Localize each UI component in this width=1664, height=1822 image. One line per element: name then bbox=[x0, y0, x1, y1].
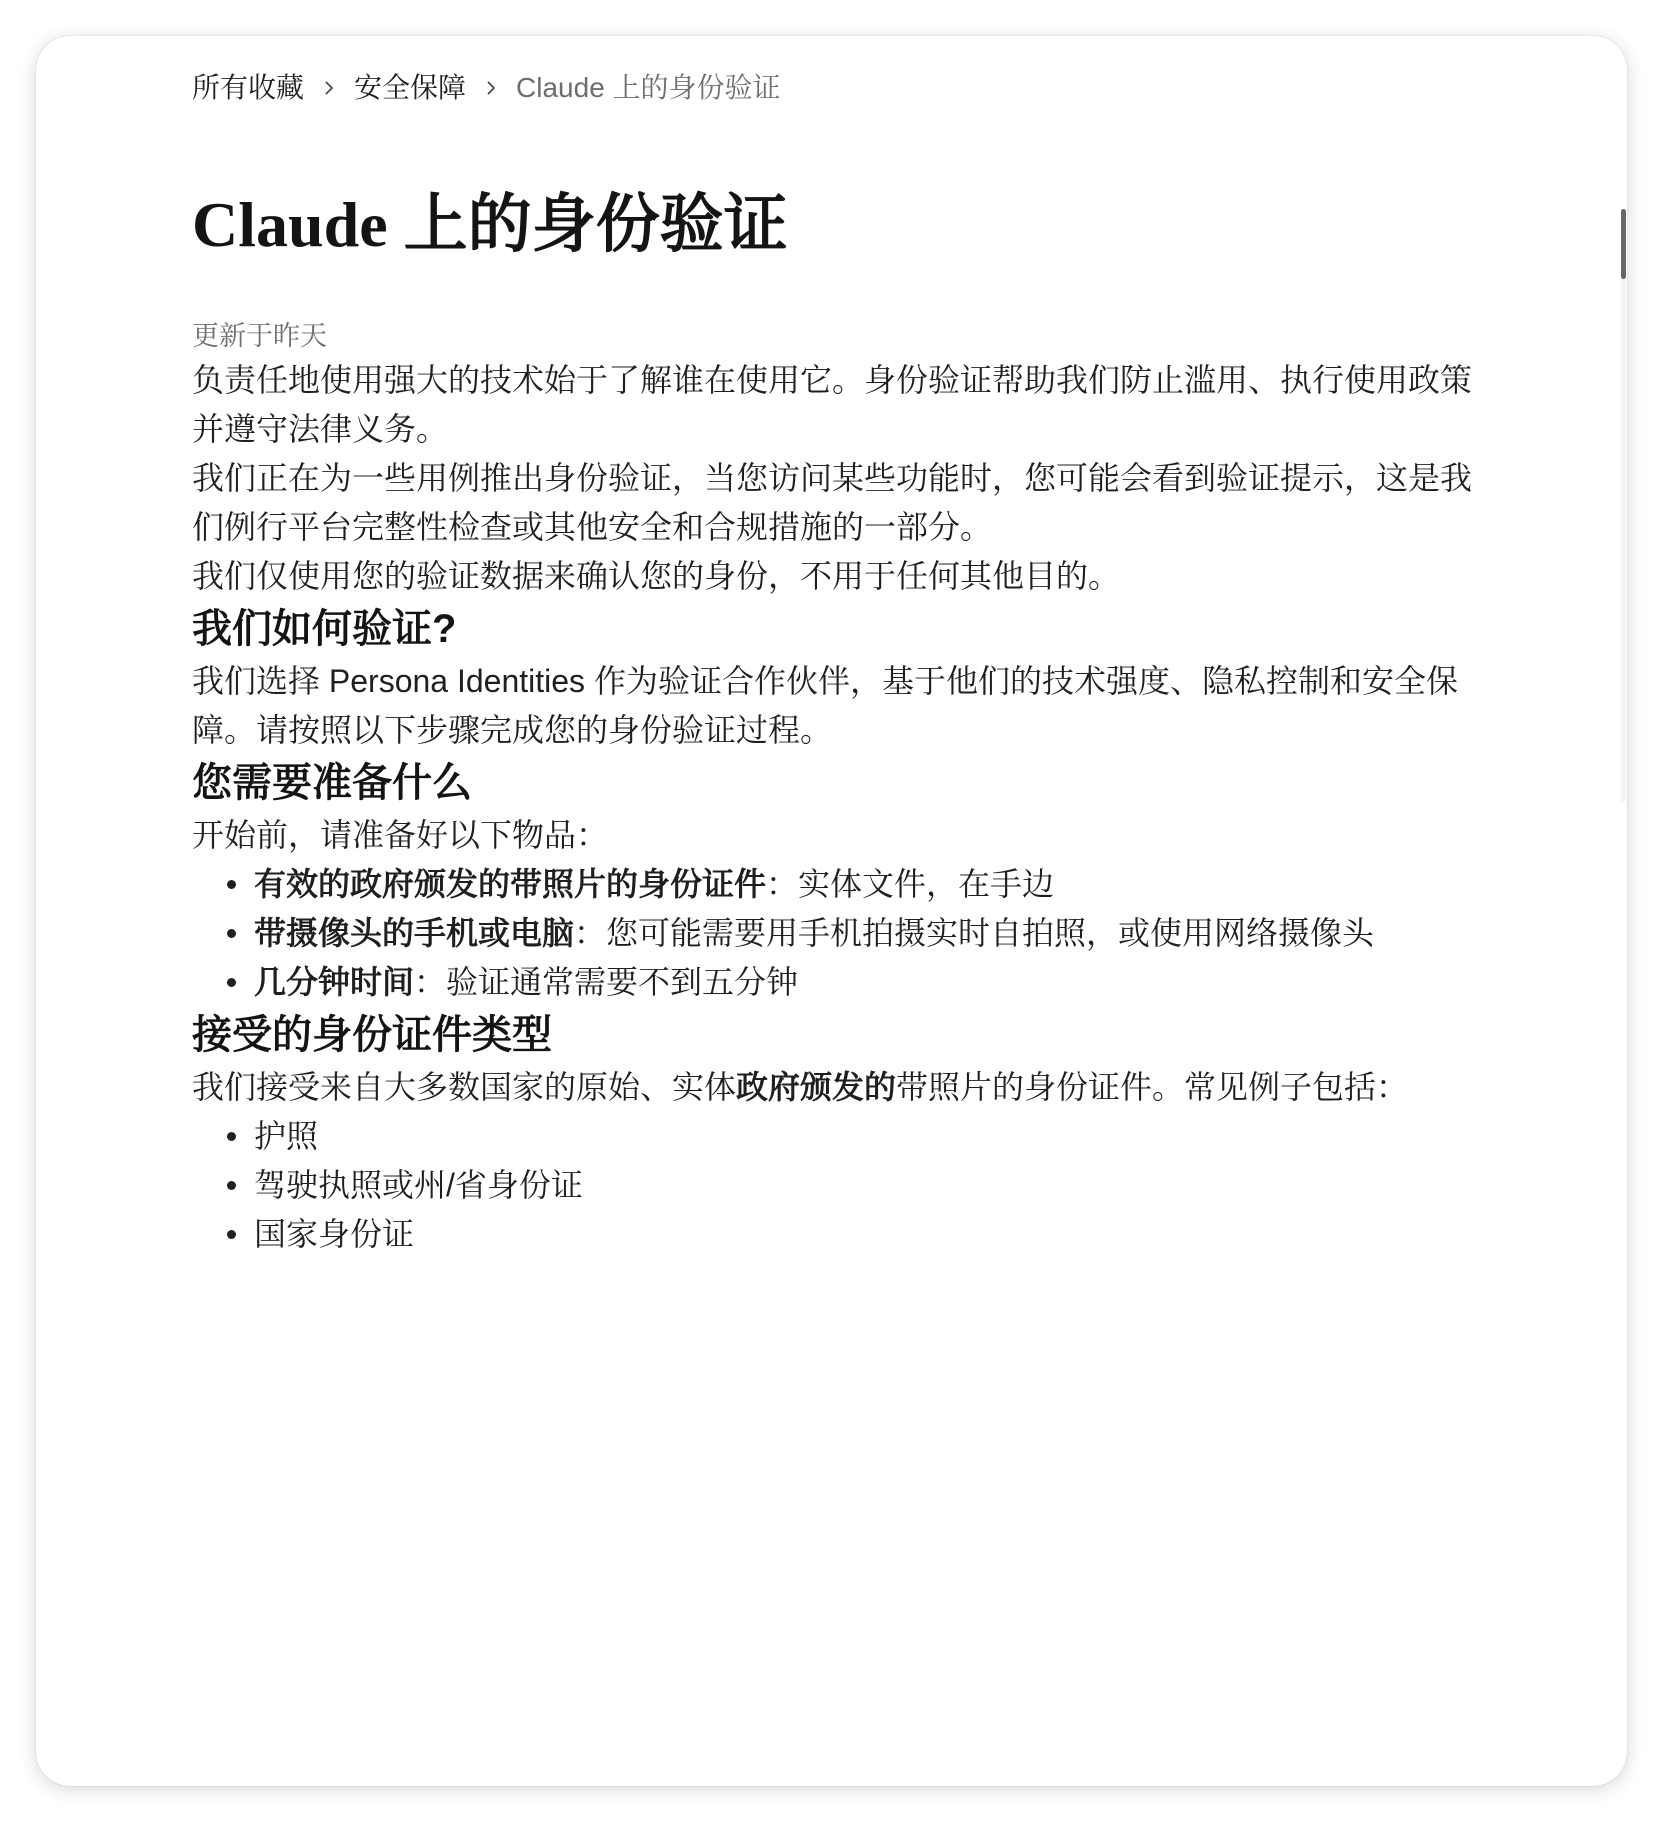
heading-accepted-ids: 接受的身份证件类型 bbox=[192, 1013, 552, 1057]
list-item bbox=[254, 1210, 1482, 1259]
intro-paragraph-2: 我们正在为一些用例推出身份验证，当您访问某些功能时，您可能会看到验证提示，这是我们例行平台完整性检查或其他安全和合规措施的一部分。 bbox=[192, 460, 1473, 545]
bullet-dot bbox=[227, 1181, 236, 1190]
accepted-ids-text-after: 带照片的身份证件。常见例子包括： bbox=[896, 1069, 1409, 1105]
bullet-dot bbox=[227, 880, 236, 889]
list-item bbox=[254, 958, 1482, 1007]
list-item-emphasis: 带摄像头的手机或电脑 bbox=[254, 915, 575, 951]
list-item-text: 驾驶执照或州/省身份证 bbox=[254, 1167, 583, 1203]
list-item bbox=[254, 1112, 1482, 1161]
chevron-right-icon bbox=[304, 68, 354, 108]
list-item bbox=[254, 909, 1482, 958]
bullet-dot bbox=[227, 978, 236, 987]
how-we-verify-paragraph: 我们选择 Persona Identities 作为验证合作伙伴，基于他们的技术强度、隐私控制和安全保障。请按照以下步骤完成您的身份验证过程。 bbox=[192, 663, 1458, 748]
list-item-text: ：您可能需要用手机拍摄实时自拍照，或使用网络摄像头 bbox=[574, 915, 1375, 951]
page-title-cjk: 上的身份验证 bbox=[403, 188, 788, 260]
accepted-ids-paragraph bbox=[192, 1063, 1482, 1112]
intro-paragraph-1: 负责任地使用强大的技术始于了解谁在使用它。身份验证帮助我们防止滥用、执行使用政策并遵守法律义务。 bbox=[192, 362, 1473, 447]
what-you-need-paragraph: 开始前，请准备好以下物品： bbox=[192, 817, 609, 853]
page-title-latin: Claude bbox=[192, 189, 404, 260]
list-item-text: ：验证通常需要不到五分钟 bbox=[414, 964, 799, 1000]
requirements-list bbox=[192, 860, 1482, 1007]
article-window bbox=[36, 36, 1627, 1786]
updated-timestamp: 更新于昨天 bbox=[192, 321, 327, 351]
chevron-right-icon bbox=[466, 68, 516, 108]
list-item bbox=[254, 1161, 1482, 1210]
breadcrumb-item-security[interactable]: 安全保障 bbox=[354, 72, 467, 103]
page-title bbox=[192, 184, 1482, 265]
breadcrumb-item-all-collections[interactable]: 所有收藏 bbox=[192, 72, 305, 103]
list-item-emphasis: 几分钟时间 bbox=[254, 964, 415, 1000]
list-item-text: 护照 bbox=[254, 1118, 319, 1154]
accepted-ids-emphasis: 政府颁发的 bbox=[736, 1069, 897, 1105]
accepted-ids-list bbox=[192, 1112, 1482, 1259]
accepted-ids-text-before: 我们接受来自大多数国家的原始、实体 bbox=[192, 1069, 737, 1105]
scrollbar-track[interactable] bbox=[1621, 209, 1626, 802]
bullet-dot bbox=[227, 1230, 236, 1239]
breadcrumb bbox=[192, 68, 1482, 108]
bullet-dot bbox=[227, 929, 236, 938]
scrollbar-thumb[interactable] bbox=[1621, 209, 1626, 279]
list-item-text: 国家身份证 bbox=[254, 1216, 415, 1252]
intro-paragraph-3: 我们仅使用您的验证数据来确认您的身份，不用于任何其他目的。 bbox=[192, 558, 1121, 594]
list-item-emphasis: 有效的政府颁发的带照片的身份证件 bbox=[254, 866, 767, 902]
heading-what-you-need: 您需要准备什么 bbox=[192, 761, 472, 805]
heading-how-we-verify: 我们如何验证? bbox=[192, 607, 457, 651]
breadcrumb-item-current: Claude 上的身份验证 bbox=[516, 72, 781, 103]
list-item bbox=[254, 860, 1482, 909]
list-item-text: ：实体文件，在手边 bbox=[766, 866, 1055, 902]
article-content bbox=[192, 68, 1482, 1259]
bullet-dot bbox=[227, 1132, 236, 1141]
